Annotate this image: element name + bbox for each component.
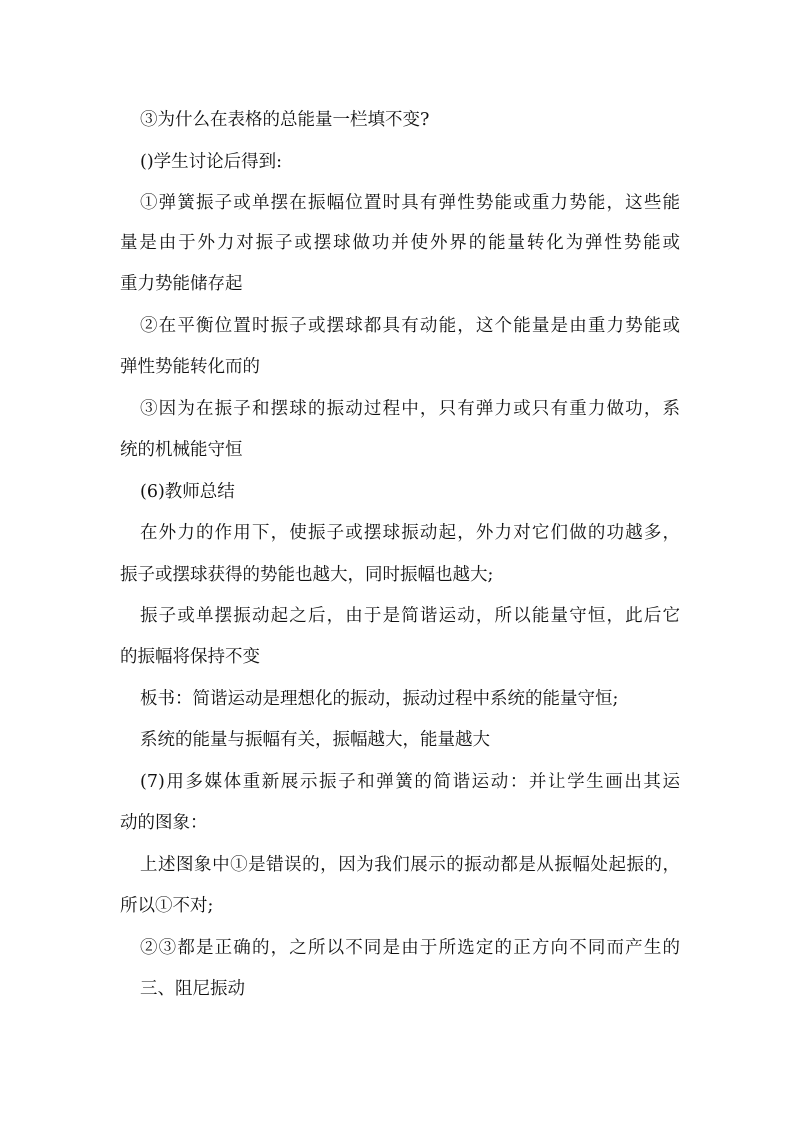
text-line: 弹性势能转化而的	[120, 357, 260, 377]
text-line: ③为什么在表格的总能量一栏填不变?	[140, 110, 430, 130]
text-line: ①弹簧振子或单摆在振幅位置时具有弹性势能或重力势能，这些能	[140, 193, 680, 213]
text-line: ③因为在振子和摆球的振动过程中，只有弹力或只有重力做功，系	[140, 399, 680, 419]
text-line: 重力势能储存起	[120, 274, 243, 294]
text-line: ②在平衡位置时振子或摆球都具有动能，这个能量是由重力势能或	[140, 316, 680, 336]
text-line: 系统的能量与振幅有关，振幅越大，能量越大	[140, 730, 490, 750]
text-line: 统的机械能守恒	[120, 440, 243, 460]
section-heading: 三、阻尼振动	[140, 979, 245, 999]
text-line: ②③都是正确的，之所以不同是由于所选定的正方向不同而产生的	[140, 938, 680, 958]
text-line: 上述图象中①是错误的，因为我们展示的振动都是从振幅处起振的，	[140, 855, 680, 875]
text-line: 量是由于外力对振子或摆球做功并使外界的能量转化为弹性势能或	[120, 233, 680, 253]
text-line: 板书：简谐运动是理想化的振动，振动过程中系统的能量守恒;	[140, 689, 619, 709]
text-line: 动的图象：	[120, 813, 208, 833]
text-line: 在外力的作用下，使振子或摆球振动起，外力对它们做的功越多，	[140, 523, 680, 543]
text-line: (7)用多媒体重新展示振子和弹簧的简谐运动：并让学生画出其运	[140, 772, 680, 792]
text-line: 的振幅将保持不变	[120, 647, 260, 667]
text-line: ()学生讨论后得到:	[140, 152, 283, 172]
text-line: (6)教师总结	[140, 482, 235, 502]
text-line: 振子或单摆振动起之后，由于是简谐运动，所以能量守恒，此后它	[140, 606, 680, 626]
text-line: 振子或摆球获得的势能也越大，同时振幅也越大;	[120, 565, 494, 585]
text-line: 所以①不对;	[120, 896, 214, 916]
